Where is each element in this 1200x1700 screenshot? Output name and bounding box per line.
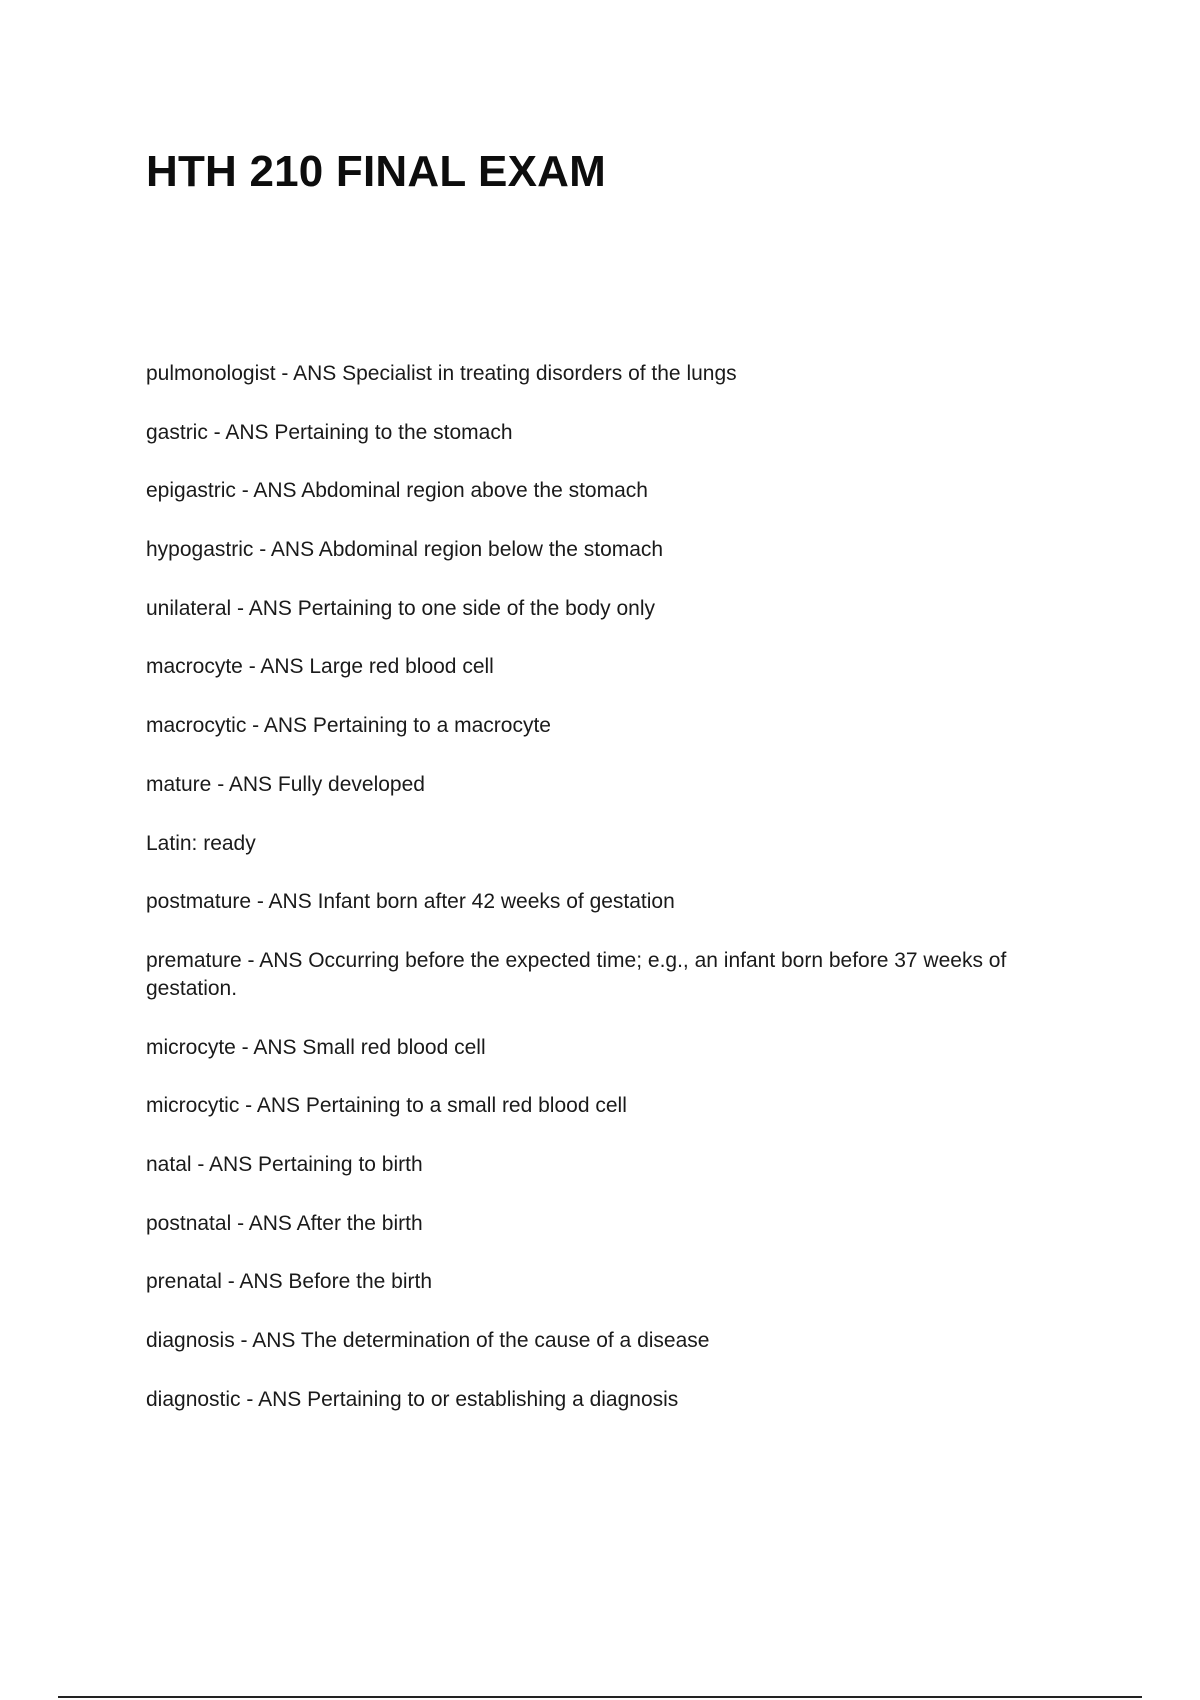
term-entry-macrocyte: macrocyte - ANS Large red blood cell [146, 655, 494, 679]
term-entry-microcyte: microcyte - ANS Small red blood cell [146, 1035, 486, 1059]
term-note-latin-ready: Latin: ready [146, 831, 256, 855]
term-entry-epigastric: epigastric - ANS Abdominal region above the stomach [146, 479, 648, 503]
term-entry-premature: premature - ANS Occurring before the expected time; e.g., an infant born before 37 weeks of gestation. [146, 948, 1007, 1000]
page-bottom-rule [58, 1696, 1142, 1698]
term-entry-microcytic: microcytic - ANS Pertaining to a small red blood cell [146, 1094, 627, 1118]
term-entry-postnatal: postnatal - ANS After the birth [146, 1211, 423, 1235]
term-entry-unilateral: unilateral - ANS Pertaining to one side of the body only [146, 596, 655, 620]
term-entry-postmature: postmature - ANS Infant born after 42 weeks of gestation [146, 890, 675, 914]
term-entry-prenatal: prenatal - ANS Before the birth [146, 1270, 432, 1294]
term-entry-mature: mature - ANS Fully developed [146, 772, 425, 796]
term-list [146, 360, 1076, 1444]
term-entry-natal: natal - ANS Pertaining to birth [146, 1152, 423, 1176]
term-entry-pulmonologist: pulmonologist - ANS Specialist in treating disorders of the lungs [146, 362, 737, 385]
term-entry-diagnosis: diagnosis - ANS The determination of the cause of a disease [146, 1329, 710, 1352]
document-title: HTH 210 FINAL EXAM [146, 147, 606, 196]
term-entry-macrocytic: macrocytic - ANS Pertaining to a macrocyte [146, 714, 551, 738]
term-entry-hypogastric: hypogastric - ANS Abdominal region below the stomach [146, 538, 664, 562]
term-entry-diagnostic: diagnostic - ANS Pertaining to or establishing a diagnosis [146, 1387, 679, 1411]
term-entry-gastric: gastric - ANS Pertaining to the stomach [146, 420, 513, 444]
